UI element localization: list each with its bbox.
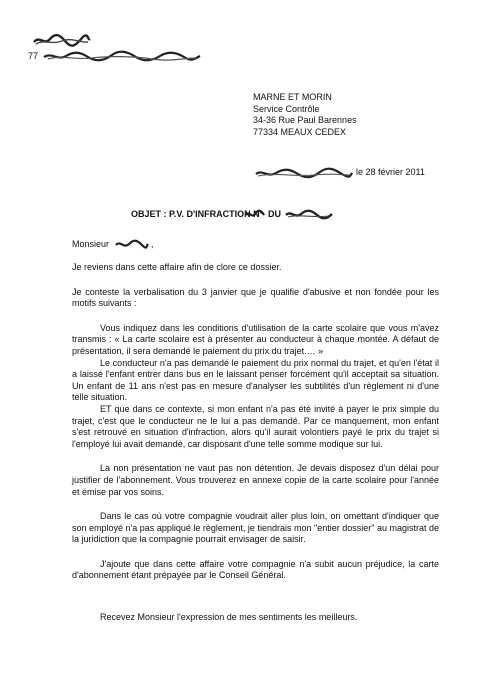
recipient-line: 77334 MEAUX CEDEX: [253, 126, 347, 137]
recipient-line: Service Contrôle: [253, 103, 320, 114]
subject-du: DU: [268, 209, 281, 219]
redacted-city: [254, 167, 354, 179]
body-paragraph: J'ajoute que dans cette affaire votre compagnie n'a subit aucun préjudice, la carte d'abonnement étant prépayée par le Conseil Général.: [72, 558, 439, 581]
salutation-comma: ,: [151, 239, 154, 249]
subject-label: OBJET : P.V. D'INFRACTION N°: [131, 209, 264, 219]
recipient-address: [253, 92, 357, 138]
recipient-line: 34-36 Rue Paul Barennes: [253, 115, 357, 125]
redacted-pv-number: [245, 209, 265, 220]
salutation-greeting: Monsieur: [72, 239, 110, 249]
letter-date: le 28 février 2011: [356, 167, 425, 177]
recipient-line: MARNE ET MORIN: [253, 92, 332, 102]
letter-body: [72, 262, 439, 624]
sender-postcode: 77: [28, 51, 39, 61]
closing-formula: Recevez Monsieur l'expression de mes sentiments les meilleurs.: [100, 612, 358, 623]
body-paragraph: Je conteste la verbalisation du 3 janvier que je qualifie d'abusive et non fondée pour les motifs suivants :: [72, 286, 439, 309]
redacted-pv-date: [285, 209, 333, 220]
body-paragraph: Le conducteur n'a pas demandé le paiement du prix normal du trajet, et qu'en l'état il a laissé l'enfant entrer dans bus en le laissant penser forcément qu'il acceptait sa situation. Un enfant de 11 ans n'est pas en mesure d'analyser les subtilités d'un règlement ni d'une telle situation.: [72, 357, 439, 403]
body-paragraph: La non présentation ne vaut pas non détention. Je devais disposez d'un délai pour justifier de l'abonnement. Vous trouverez en annexe copie de la carte scolaire pour l'année et émise par vos soins.: [72, 463, 439, 497]
redacted-recipient-name: [115, 239, 149, 250]
body-paragraph: Dans le cas où votre compagnie voudrait aller plus loin, on omettant d'indiquer que son employé n'a pas appliqué le règlement, je tiendrais mon "entier dossier" au magistrat de la juridiction que la compagnie pourrait envisager de saisir.: [72, 511, 439, 545]
body-paragraph: Vous indiquez dans les conditions d'utilisation de la carte scolaire que vous m'avez transmis : « La carte scolaire est à présenter au conducteur à chaque montée. A défaut de présentation, il sera demandé le paiement du prix du trajet.… »: [72, 322, 439, 356]
body-paragraph: ET que dans ce contexte, si mon enfant n'a pas été invité à payer le prix simple du trajet, c'est que le conducteur ne le lui a pas demandé. Par ce manquement, mon enfant s'est retrouvé en situation d'infraction, alors qu'il aurait volontiers payé le prix du trajet si l'employé lui avait demandé, car disposant d'une telle somme modique sur lui.: [72, 403, 439, 449]
salutation: [72, 239, 154, 251]
redacted-sender-name: [32, 33, 92, 47]
body-paragraph: Je reviens dans cette affaire afin de clore ce dossier.: [72, 262, 282, 272]
redacted-sender-address: [42, 49, 202, 63]
